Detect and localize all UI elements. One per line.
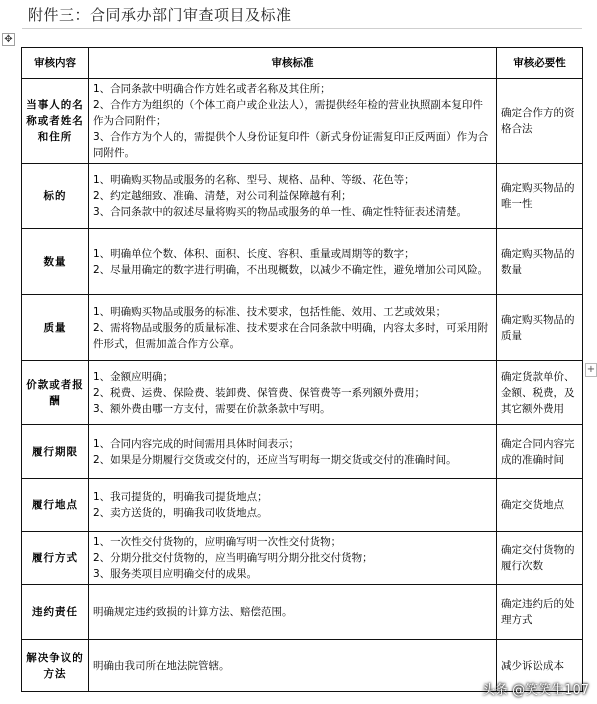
review-standard <box>89 79 497 164</box>
standard-line: 3、服务类项目应明确交付的成果。 <box>93 568 258 580</box>
review-standard <box>89 425 497 479</box>
table-row <box>22 164 583 229</box>
review-standard <box>89 361 497 425</box>
review-standard <box>89 479 497 532</box>
source-watermark: 头条 @笑笑生107 <box>482 683 589 698</box>
table-row <box>22 361 583 425</box>
standard-line: 1、金额应明确； <box>93 370 174 383</box>
review-item: 质量 <box>22 295 89 361</box>
header-review-content: 审核内容 <box>22 48 89 79</box>
title-divider <box>22 28 582 29</box>
review-standard <box>89 295 497 361</box>
standard-line: 1、明确单位个数、体积、面积、长度、容积、重量或周期等的数字； <box>93 247 415 260</box>
review-necessity: 确定合同内容完成的准确时间 <box>497 425 583 479</box>
table-row <box>22 425 583 479</box>
review-standards-table <box>21 47 583 692</box>
standard-line: 1、合同条款中明确合作方姓名或者名称及其住所； <box>93 83 331 95</box>
table-row <box>22 79 583 164</box>
review-item: 数量 <box>22 229 89 295</box>
standard-line: 明确规定违约致损的计算方法、赔偿范围。 <box>93 606 293 618</box>
review-necessity: 确定购买物品的质量 <box>497 295 583 361</box>
review-necessity: 确定购买物品的数量 <box>497 229 583 295</box>
standard-line: 3、合作方为个人的，需提供个人身份证复印件（新式身份证需复印正反两面）作为合同附件。 <box>93 131 489 159</box>
standard-line: 2、如果是分期履行交货或交付的，还应当写明每一期交货或交付的准确时间。 <box>93 453 457 466</box>
review-item: 价款或者报酬 <box>22 361 89 425</box>
standard-line: 1、明确购买物品或服务的名称、型号、规格、品种、等级、花色等； <box>93 174 415 186</box>
review-standard <box>89 229 497 295</box>
standard-line: 1、我司提货的，明确我司提货地点； <box>93 491 268 503</box>
table-row <box>22 229 583 295</box>
standard-line: 3、额外费由哪一方支付，需要在价款条款中写明。 <box>93 402 331 415</box>
standard-line: 1、一次性交付货物的，应明确写明一次性交付货物； <box>93 536 342 548</box>
review-necessity: 确定购买物品的唯一性 <box>497 164 583 229</box>
review-necessity: 确定交货地点 <box>497 479 583 532</box>
review-item: 履行地点 <box>22 479 89 532</box>
review-standard <box>89 585 497 640</box>
standard-line: 1、明确购买物品或服务的标准、技术要求，包括性能、效用、工艺或效果； <box>93 305 447 318</box>
table-move-handle-icon[interactable]: ✥ <box>2 33 15 46</box>
review-necessity: 确定合作方的资格合法 <box>497 79 583 164</box>
table-row <box>22 479 583 532</box>
review-necessity: 确定货款单价、金额、税费，及其它额外费用 <box>497 361 583 425</box>
header-review-standard: 审核标准 <box>89 48 497 79</box>
standard-line: 明确由我司所在地法院管辖。 <box>93 659 230 672</box>
header-review-necessity: 审核必要性 <box>497 48 583 79</box>
review-item: 履行方式 <box>22 532 89 585</box>
review-standard <box>89 164 497 229</box>
standard-line: 3、合同条款中的叙述尽量将购买的物品或服务的单一性、确定性特征表述清楚。 <box>93 206 468 218</box>
review-item: 当事人的名称或者姓名和住所 <box>22 79 89 164</box>
table-header-row <box>22 48 583 79</box>
table-row <box>22 585 583 640</box>
standard-line: 2、卖方送货的，明确我司收货地点。 <box>93 507 268 519</box>
standard-line: 2、需将物品或服务的质量标准、技术要求在合同条款中明确，内容太多时，可采用附件形式，但需加盖合作方公章。 <box>93 321 489 350</box>
standard-line: 2、分期分批交付货物的，应当明确写明分期分批交付货物； <box>93 552 373 564</box>
standard-line: 2、尽量用确定的数字进行明确，不出现概数，以减少不确定性，避免增加公司风险。 <box>93 263 489 276</box>
table-row <box>22 295 583 361</box>
standard-line: 1、合同内容完成的时间需用具体时间表示； <box>93 437 300 450</box>
table-row <box>22 532 583 585</box>
standard-line: 2、税费、运费、保险费、装卸费、保管费、保管费等一系列额外费用； <box>93 386 426 399</box>
review-necessity: 确定交付货物的履行次数 <box>497 532 583 585</box>
review-necessity: 确定违约后的处理方式 <box>497 585 583 640</box>
standard-line: 2、约定越细致、准确、清楚，对公司利益保障越有利； <box>93 190 352 202</box>
review-item: 解决争议的方法 <box>22 640 89 692</box>
review-item: 标的 <box>22 164 89 229</box>
review-standard <box>89 532 497 585</box>
review-necessity: 减少诉讼成本 <box>497 640 583 692</box>
standard-line: 2、合作方为组织的（个体工商户或企业法人），需提供经年检的营业执照副本复印件作为合同附件； <box>93 99 483 127</box>
add-row-marker-icon[interactable]: + <box>586 364 596 375</box>
review-item: 履行期限 <box>22 425 89 479</box>
review-standard <box>89 640 497 692</box>
page-title: 附件三：合同承办部门审查项目及标准 <box>28 6 292 24</box>
review-item: 违约责任 <box>22 585 89 640</box>
